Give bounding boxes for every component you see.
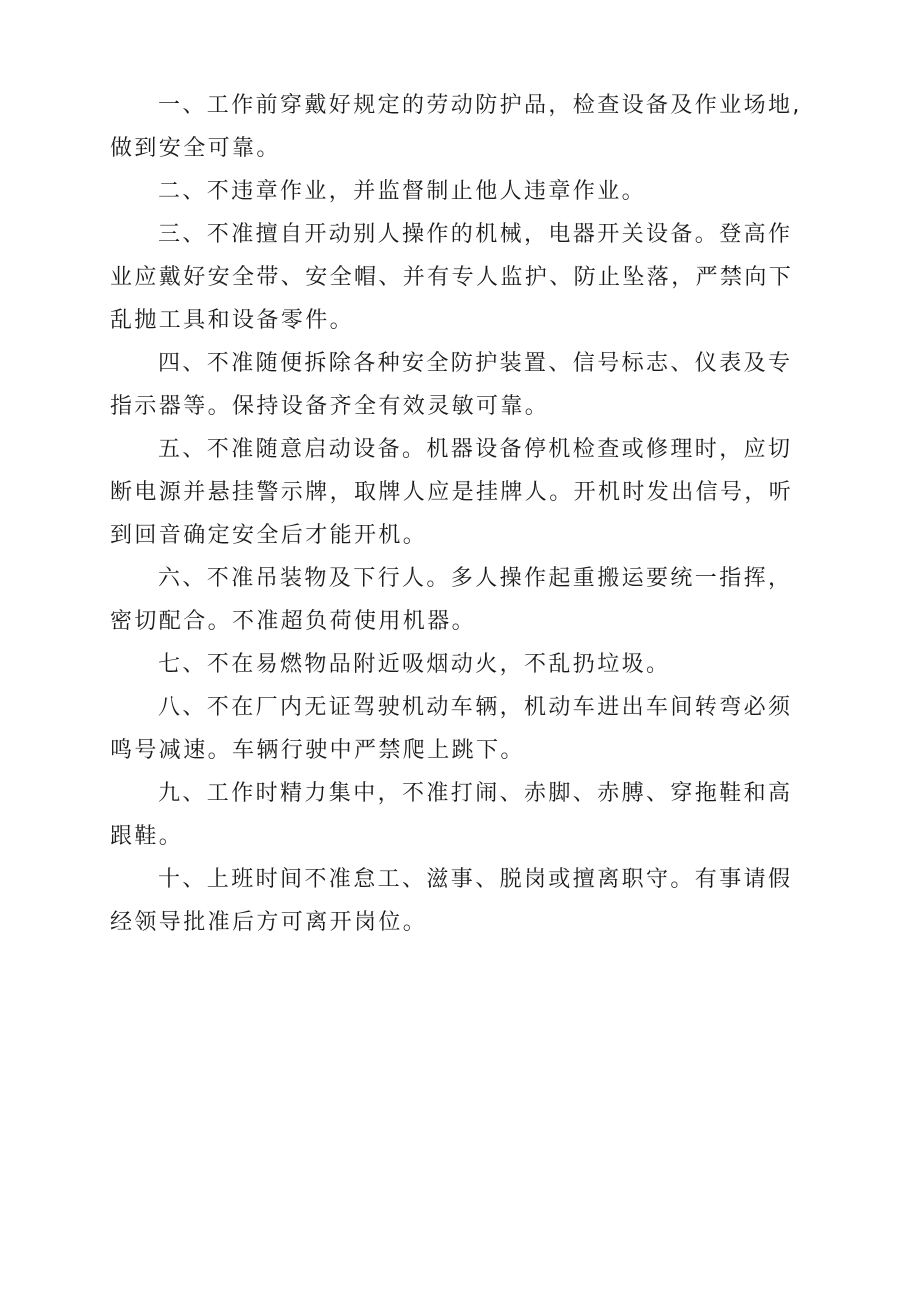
- rule-paragraph-10: 十、上班时间不准怠工、滋事、脱岗或擅离职守。有事请假经领导批准后方可离开岗位。: [110, 867, 793, 935]
- document-body: [110, 84, 815, 944]
- rule-paragraph-5: 五、不准随意启动设备。机器设备停机检查或修理时，应切断电源并悬挂警示牌，取牌人应是挂牌人。开机时发出信号，听到回音确定安全后才能开机。: [110, 437, 794, 548]
- rule-paragraph-1: 一、工作前穿戴好规定的劳动防护品，检查设备及作业场地,做到安全可靠。: [110, 93, 802, 161]
- rule-paragraph-7: 七、不在易燃物品附近吸烟动火，不乱扔垃圾。: [158, 652, 671, 677]
- rule-paragraph-9: 九、工作时精力集中，不准打闹、赤脚、赤膊、穿拖鞋和高跟鞋。: [110, 781, 793, 849]
- rule-paragraph-2: 二、不违章作业，并监督制止他人违章作业。: [158, 179, 647, 204]
- rule-paragraph-3: 三、不准擅自开动别人操作的机械，电器开关设备。登高作业应戴好安全带、安全帽、并有专人监护、防止坠落，严禁向下乱抛工具和设备零件。: [110, 222, 794, 333]
- rule-paragraph-4: 四、不准随便拆除各种安全防护装置、信号标志、仪表及专指示器等。保持设备齐全有效灵敏可靠。: [110, 351, 793, 419]
- rule-paragraph-6: 六、不准吊装物及下行人。多人操作起重搬运要统一指挥，密切配合。不准超负荷使用机器。: [110, 566, 793, 634]
- rule-paragraph-8: 八、不在厂内无证驾驶机动车辆，机动车进出车间转弯必须鸣号减速。车辆行驶中严禁爬上跳下。: [110, 695, 793, 763]
